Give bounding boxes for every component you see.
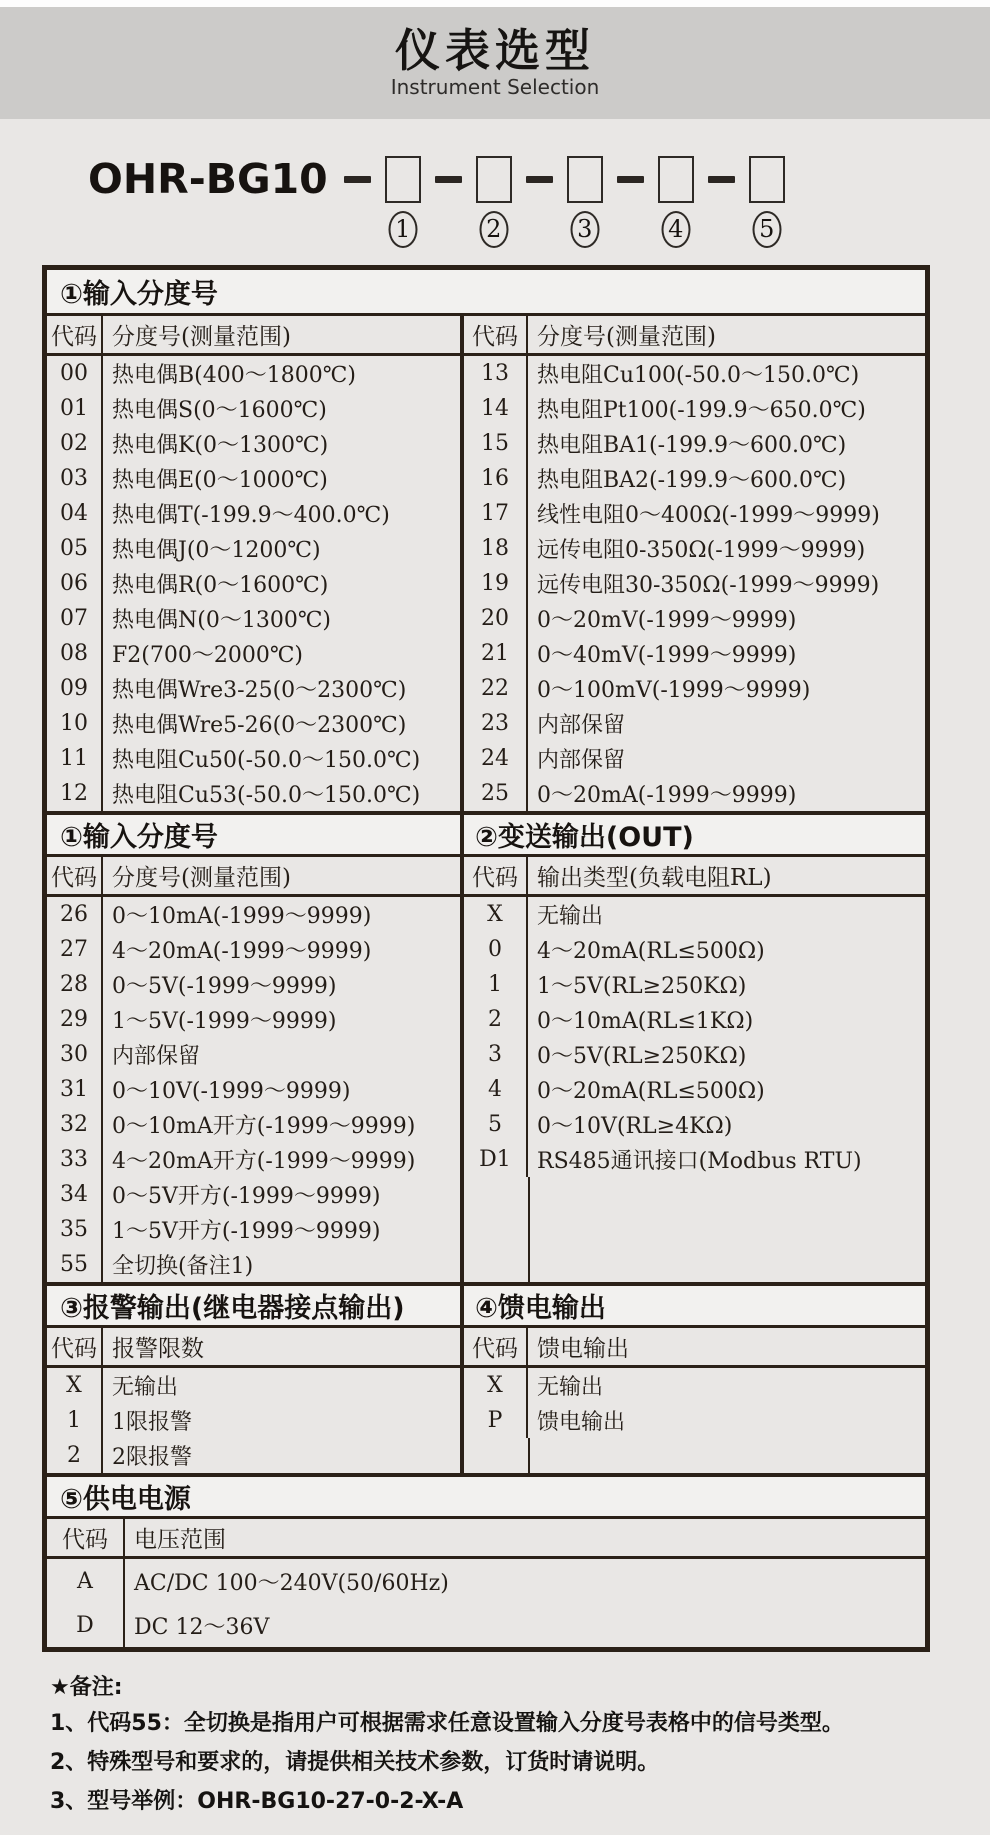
column-header-row — [47, 1519, 925, 1559]
section3-title: ③报警输出(继电器接点输出) — [60, 1293, 405, 1324]
position-number-badge: 3 — [570, 211, 599, 248]
remarks-list — [50, 1709, 990, 1817]
section4-title: ④馈电输出 — [460, 1286, 925, 1325]
position-number-badge: 5 — [752, 211, 781, 248]
desc-cell: 热电偶Wre5-26(0～2300℃) — [112, 713, 407, 738]
desc-cell: 1限报警 — [112, 1410, 192, 1435]
desc-cell: 内部保留 — [112, 1044, 201, 1069]
code-cell: 34 — [47, 1177, 103, 1212]
position-number-badge: 1 — [388, 211, 417, 248]
table-row — [47, 1212, 460, 1247]
table-row — [47, 636, 460, 671]
code-cell: 2 — [464, 1002, 528, 1037]
section2-right-title: ②变送输出(OUT) — [460, 815, 925, 854]
table-row — [464, 461, 925, 496]
section3-4-body — [47, 1328, 925, 1473]
table-row — [47, 932, 460, 967]
code-column-header: 代码 — [47, 1519, 125, 1556]
desc-cell: 0～20mA(RL≤500Ω) — [537, 1079, 765, 1104]
code-cell: 27 — [47, 932, 103, 967]
desc-cell: DC 12～36V — [134, 1614, 270, 1640]
top-strip — [0, 0, 990, 7]
code-cell: 3 — [464, 1037, 528, 1072]
desc-cell: 无输出 — [537, 904, 604, 929]
desc-column-header: 馈电输出 — [537, 1336, 629, 1362]
code-cell: A — [47, 1559, 125, 1603]
code-column-header: 代码 — [47, 1328, 103, 1365]
table-row — [464, 1037, 925, 1072]
column-header-row — [47, 1328, 460, 1368]
table-row — [47, 1037, 460, 1072]
column-header-row — [464, 316, 925, 356]
code-column-header: 代码 — [464, 316, 528, 353]
table-row — [464, 391, 925, 426]
code-cell: 2 — [47, 1438, 103, 1473]
table-row — [47, 776, 460, 811]
table-row — [464, 636, 925, 671]
position-number-badge: 2 — [479, 211, 508, 248]
model-code-box — [567, 156, 603, 243]
column-header-row — [464, 1328, 925, 1368]
desc-cell: 无输出 — [537, 1375, 604, 1400]
code-cell: 14 — [464, 391, 528, 426]
code-cell: 32 — [47, 1107, 103, 1142]
code-cell: 55 — [47, 1247, 103, 1282]
blank-code-box — [476, 156, 512, 203]
table-row — [47, 566, 460, 601]
code-cell: 1 — [464, 967, 528, 1002]
page-subtitle: Instrument Selection — [390, 75, 600, 100]
desc-cell: 0～100mV(-1999～9999) — [537, 678, 811, 703]
model-units — [330, 156, 785, 243]
desc-cell: 线性电阻0～400Ω(-1999～9999) — [537, 503, 880, 528]
desc-cell: 热电偶J(0～1200℃) — [112, 538, 321, 563]
selection-table — [42, 265, 930, 1652]
model-code-diagram — [88, 155, 990, 243]
code-cell: 26 — [47, 897, 103, 932]
table-row — [464, 897, 925, 932]
model-segment — [603, 156, 694, 243]
table-row — [464, 356, 925, 391]
desc-cell: 0～5V(RL≥250KΩ) — [537, 1044, 747, 1069]
code-column-header: 代码 — [47, 316, 103, 353]
table-row — [47, 1438, 460, 1473]
table-row — [464, 1072, 925, 1107]
code-cell: 29 — [47, 1002, 103, 1037]
section5-body — [47, 1519, 925, 1647]
desc-column-header: 报警限数 — [112, 1336, 204, 1362]
desc-cell: 2限报警 — [112, 1445, 192, 1470]
column-header-row — [47, 316, 460, 356]
blank-code-box — [749, 156, 785, 203]
code-cell: 10 — [47, 706, 103, 741]
table-row — [464, 776, 925, 811]
code-cell: X — [464, 897, 528, 932]
code-cell: 06 — [47, 566, 103, 601]
code-column-header: 代码 — [464, 857, 528, 894]
desc-cell: 0～10V(RL≥4KΩ) — [537, 1114, 733, 1139]
model-segment — [330, 156, 421, 243]
desc-cell: 热电阻BA1(-199.9～600.0℃) — [537, 433, 847, 458]
section1-title — [47, 270, 925, 316]
table-row — [47, 496, 460, 531]
section2-right-table — [460, 857, 925, 1282]
desc-cell: RS485通讯接口(Modbus RTU) — [537, 1149, 862, 1174]
model-code-box — [476, 156, 512, 243]
section5-rows — [47, 1559, 925, 1647]
remarks-title: ★备注: — [50, 1675, 123, 1700]
desc-cell: 0～40mV(-1999～9999) — [537, 643, 797, 668]
section3-table — [47, 1328, 460, 1473]
blank-code-box — [658, 156, 694, 203]
code-cell: 5 — [464, 1107, 528, 1142]
table-row — [47, 741, 460, 776]
section2-left-title: ①输入分度号 — [60, 822, 218, 853]
code-cell: 19 — [464, 566, 528, 601]
code-cell: 28 — [47, 967, 103, 1002]
desc-column-header: 分度号(测量范围) — [112, 324, 291, 350]
section1-left-rows — [47, 356, 460, 811]
table-row — [47, 1177, 460, 1212]
dash-separator — [708, 176, 735, 183]
desc-cell: 0～10mA开方(-1999～9999) — [112, 1114, 416, 1139]
section4-table — [460, 1328, 925, 1473]
table-row — [464, 932, 925, 967]
code-cell: D — [47, 1603, 125, 1647]
code-cell: 12 — [47, 776, 103, 811]
table-row — [464, 1002, 925, 1037]
section1-body — [47, 316, 925, 811]
table-row — [47, 671, 460, 706]
table-row — [464, 531, 925, 566]
table-row — [47, 1142, 460, 1177]
desc-cell: 4～20mA(RL≤500Ω) — [537, 939, 765, 964]
blank-code-box — [385, 156, 421, 203]
code-cell: 00 — [47, 356, 103, 391]
code-cell: 01 — [47, 391, 103, 426]
section4-rows — [464, 1368, 925, 1438]
desc-cell: 远传电阻0-350Ω(-1999～9999) — [537, 538, 866, 563]
desc-cell: 4～20mA开方(-1999～9999) — [112, 1149, 416, 1174]
table-row — [47, 1368, 460, 1403]
code-cell: 20 — [464, 601, 528, 636]
table-row — [47, 356, 460, 391]
table-row — [47, 1072, 460, 1107]
desc-cell: 馈电输出 — [537, 1410, 626, 1435]
desc-cell: 1～5V开方(-1999～9999) — [112, 1219, 381, 1244]
remark-item: 3、型号举例：OHR-BG10-27-0-2-X-A — [50, 1789, 464, 1814]
section1-title-label: ①输入分度号 — [60, 279, 218, 310]
remark-item: 1、代码55：全切换是指用户可根据需求任意设置输入分度号表格中的信号类型。 — [50, 1711, 844, 1736]
code-cell: 08 — [47, 636, 103, 671]
desc-cell: 全切换(备注1) — [112, 1254, 254, 1279]
section1-right-rows — [464, 356, 925, 811]
blank-code-box — [567, 156, 603, 203]
table-row — [464, 1107, 925, 1142]
table-row — [464, 566, 925, 601]
table-row — [464, 1368, 925, 1403]
desc-cell: 热电阻Cu50(-50.0～150.0℃) — [112, 748, 421, 773]
model-code-box — [658, 156, 694, 243]
code-cell: P — [464, 1403, 528, 1438]
desc-cell: 0～5V开方(-1999～9999) — [112, 1184, 381, 1209]
model-prefix: OHR-BG10 — [88, 155, 328, 203]
desc-cell: 0～10mA(-1999～9999) — [112, 904, 372, 929]
table-row — [47, 1247, 460, 1282]
table-row — [47, 1559, 925, 1603]
model-segment — [421, 156, 512, 243]
code-cell: 07 — [47, 601, 103, 636]
section2-right-rows — [464, 897, 925, 1177]
desc-cell: 无输出 — [112, 1375, 179, 1400]
desc-cell: 0～10mA(RL≤1KΩ) — [537, 1009, 754, 1034]
dash-separator — [435, 176, 462, 183]
table-row — [47, 1603, 925, 1647]
table-row — [47, 1403, 460, 1438]
code-cell: 13 — [464, 356, 528, 391]
desc-cell: 内部保留 — [537, 748, 626, 773]
desc-cell: 0～5V(-1999～9999) — [112, 974, 337, 999]
table-row — [464, 426, 925, 461]
desc-cell: AC/DC 100～240V(50/60Hz) — [134, 1570, 449, 1596]
table-row — [47, 1107, 460, 1142]
code-cell: 30 — [47, 1037, 103, 1072]
code-cell: 0 — [464, 932, 528, 967]
desc-cell: 热电阻Cu100(-50.0～150.0℃) — [537, 363, 860, 388]
desc-cell: 热电阻BA2(-199.9～600.0℃) — [537, 468, 847, 493]
desc-column-header: 电压范围 — [134, 1527, 226, 1553]
desc-cell: 1～5V(RL≥250KΩ) — [537, 974, 747, 999]
desc-column-header: 分度号(测量范围) — [537, 324, 716, 350]
section2-left-rows — [47, 897, 460, 1282]
empty-filler — [528, 1177, 925, 1282]
desc-cell: 0～20mA(-1999～9999) — [537, 783, 797, 808]
model-segment — [512, 156, 603, 243]
code-cell: 16 — [464, 461, 528, 496]
desc-cell: 热电偶B(400～1800℃) — [112, 363, 356, 388]
code-cell: 18 — [464, 531, 528, 566]
desc-cell: 0～10V(-1999～9999) — [112, 1079, 351, 1104]
table-row — [47, 897, 460, 932]
code-cell: 25 — [464, 776, 528, 811]
code-cell: 23 — [464, 706, 528, 741]
empty-filler — [528, 1438, 925, 1473]
code-cell: 09 — [47, 671, 103, 706]
table-row — [464, 1403, 925, 1438]
code-cell: 17 — [464, 496, 528, 531]
desc-cell: 热电偶N(0～1300℃) — [112, 608, 332, 633]
code-cell: 24 — [464, 741, 528, 776]
desc-column-header: 分度号(测量范围) — [112, 865, 291, 891]
section2-title-row — [47, 811, 925, 857]
desc-cell: F2(700～2000℃) — [112, 643, 304, 668]
code-cell: 11 — [47, 741, 103, 776]
code-cell: 1 — [47, 1403, 103, 1438]
desc-cell: 热电偶K(0～1300℃) — [112, 433, 329, 458]
desc-cell: 热电偶T(-199.9～400.0℃) — [112, 503, 390, 528]
code-cell: 04 — [47, 496, 103, 531]
table-row — [464, 741, 925, 776]
desc-cell: 远传电阻30-350Ω(-1999～9999) — [537, 573, 880, 598]
table-row — [464, 706, 925, 741]
code-column-header: 代码 — [464, 1328, 528, 1365]
code-cell: 33 — [47, 1142, 103, 1177]
desc-column-header: 输出类型(负载电阻RL) — [537, 865, 772, 891]
desc-cell: 热电偶S(0～1600℃) — [112, 398, 327, 423]
desc-cell: 热电偶E(0～1000℃) — [112, 468, 328, 493]
table-row — [464, 671, 925, 706]
remarks-block — [50, 1670, 990, 1817]
code-cell: 4 — [464, 1072, 528, 1107]
model-segment — [694, 156, 785, 243]
position-number-badge: 4 — [661, 211, 690, 248]
code-cell: 22 — [464, 671, 528, 706]
model-code-box — [385, 156, 421, 243]
desc-cell: 热电偶Wre3-25(0～2300℃) — [112, 678, 407, 703]
section5-title — [47, 1473, 925, 1519]
section1-left-table — [47, 316, 460, 811]
column-header-row — [47, 857, 460, 897]
desc-cell: 热电阻Cu53(-50.0～150.0℃) — [112, 783, 421, 808]
desc-cell: 内部保留 — [537, 713, 626, 738]
table-row — [464, 496, 925, 531]
table-row — [464, 967, 925, 1002]
code-cell: D1 — [464, 1142, 528, 1177]
column-header-row — [464, 857, 925, 897]
page-title: 仪表选型 — [394, 23, 595, 77]
section2-body — [47, 857, 925, 1282]
code-cell: 31 — [47, 1072, 103, 1107]
code-cell: 35 — [47, 1212, 103, 1247]
desc-cell: 热电偶R(0～1600℃) — [112, 573, 329, 598]
table-row — [464, 1142, 925, 1177]
code-cell: 02 — [47, 426, 103, 461]
desc-cell: 热电阻Pt100(-199.9～650.0℃) — [537, 398, 866, 423]
code-cell: 21 — [464, 636, 528, 671]
table-row — [47, 706, 460, 741]
table-row — [47, 1002, 460, 1037]
code-cell: X — [464, 1368, 528, 1403]
table-row — [47, 967, 460, 1002]
desc-cell: 1～5V(-1999～9999) — [112, 1009, 337, 1034]
section1-right-table — [460, 316, 925, 811]
code-column-header: 代码 — [47, 857, 103, 894]
desc-cell: 4～20mA(-1999～9999) — [112, 939, 372, 964]
table-row — [47, 601, 460, 636]
model-code-box — [749, 156, 785, 243]
code-cell: 05 — [47, 531, 103, 566]
page-header — [0, 7, 990, 119]
dash-separator — [526, 176, 553, 183]
table-row — [47, 426, 460, 461]
section3-4-title-row — [47, 1282, 925, 1328]
table-row — [47, 461, 460, 496]
desc-cell: 0～20mV(-1999～9999) — [537, 608, 797, 633]
code-cell: 03 — [47, 461, 103, 496]
dash-separator — [617, 176, 644, 183]
remark-item: 2、特殊型号和要求的，请提供相关技术参数，订货时请说明。 — [50, 1750, 660, 1775]
table-row — [464, 601, 925, 636]
section2-left-table — [47, 857, 460, 1282]
dash-separator — [344, 176, 371, 183]
table-row — [47, 531, 460, 566]
table-row — [47, 391, 460, 426]
section3-rows — [47, 1368, 460, 1473]
code-cell: 15 — [464, 426, 528, 461]
section5-title-label: ⑤供电电源 — [60, 1484, 191, 1515]
code-cell: X — [47, 1368, 103, 1403]
